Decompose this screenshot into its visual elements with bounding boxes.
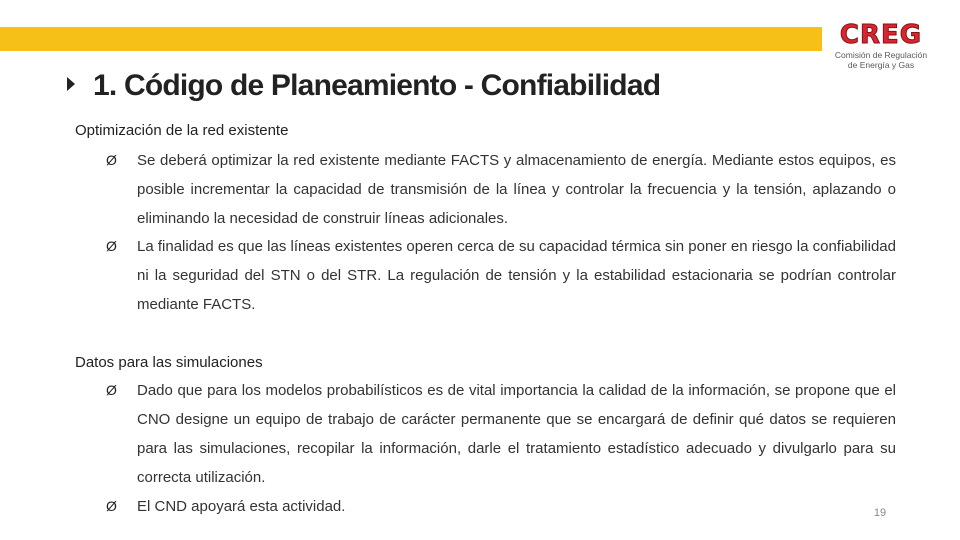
bullet-text: Dado que para los modelos probabilísticos es de vital importancia la calidad de la información, se propone que el CNO designe un equipo de trabajo de carácter permanente que se encargará de definir qué datos se requieren para las simulaciones, recopilar la información, darle el tratamiento estadístico adecuado y divulgarlo para su correcta utilización. <box>137 382 896 486</box>
bullet-arrow-icon: Ø <box>106 152 117 168</box>
slide-title: 1. Código de Planeamiento - Confiabilidad <box>93 69 661 102</box>
logo-subtitle-line2: de Energía y Gas <box>847 60 915 70</box>
bullet-text: El CND apoyará esta actividad. <box>137 498 346 515</box>
bullet-arrow-icon: Ø <box>106 498 117 514</box>
creg-logo <box>826 20 936 78</box>
section-heading-optimizacion: Optimización de la red existente <box>75 122 289 139</box>
title-arrow-icon <box>67 77 75 91</box>
section-heading-datos: Datos para las simulaciones <box>75 354 263 371</box>
bullet-text: Se deberá optimizar la red existente mediante FACTS y almacenamiento de energía. Mediante estos equipos, es posible incrementar la capacidad de transmisión de la línea y controlar la frecuencia y la tensión, aplazando o eliminando la necesidad de construir líneas adicionales. <box>137 152 896 227</box>
page-number: 19 <box>873 507 887 519</box>
bullet-text: La finalidad es que las líneas existentes operen cerca de su capacidad térmica sin poner en riesgo la confiabilidad ni la seguridad del STN o del STR. La regulación de tensión y la estabilidad estacionaria se podrían controlar mediante FACTS. <box>137 238 896 313</box>
bullet-arrow-icon: Ø <box>106 238 117 254</box>
bullet-arrow-icon: Ø <box>106 382 117 398</box>
header-band <box>0 27 822 51</box>
logo-subtitle-line1: Comisión de Regulación <box>834 50 928 60</box>
logo-mark: CREG <box>839 20 923 50</box>
